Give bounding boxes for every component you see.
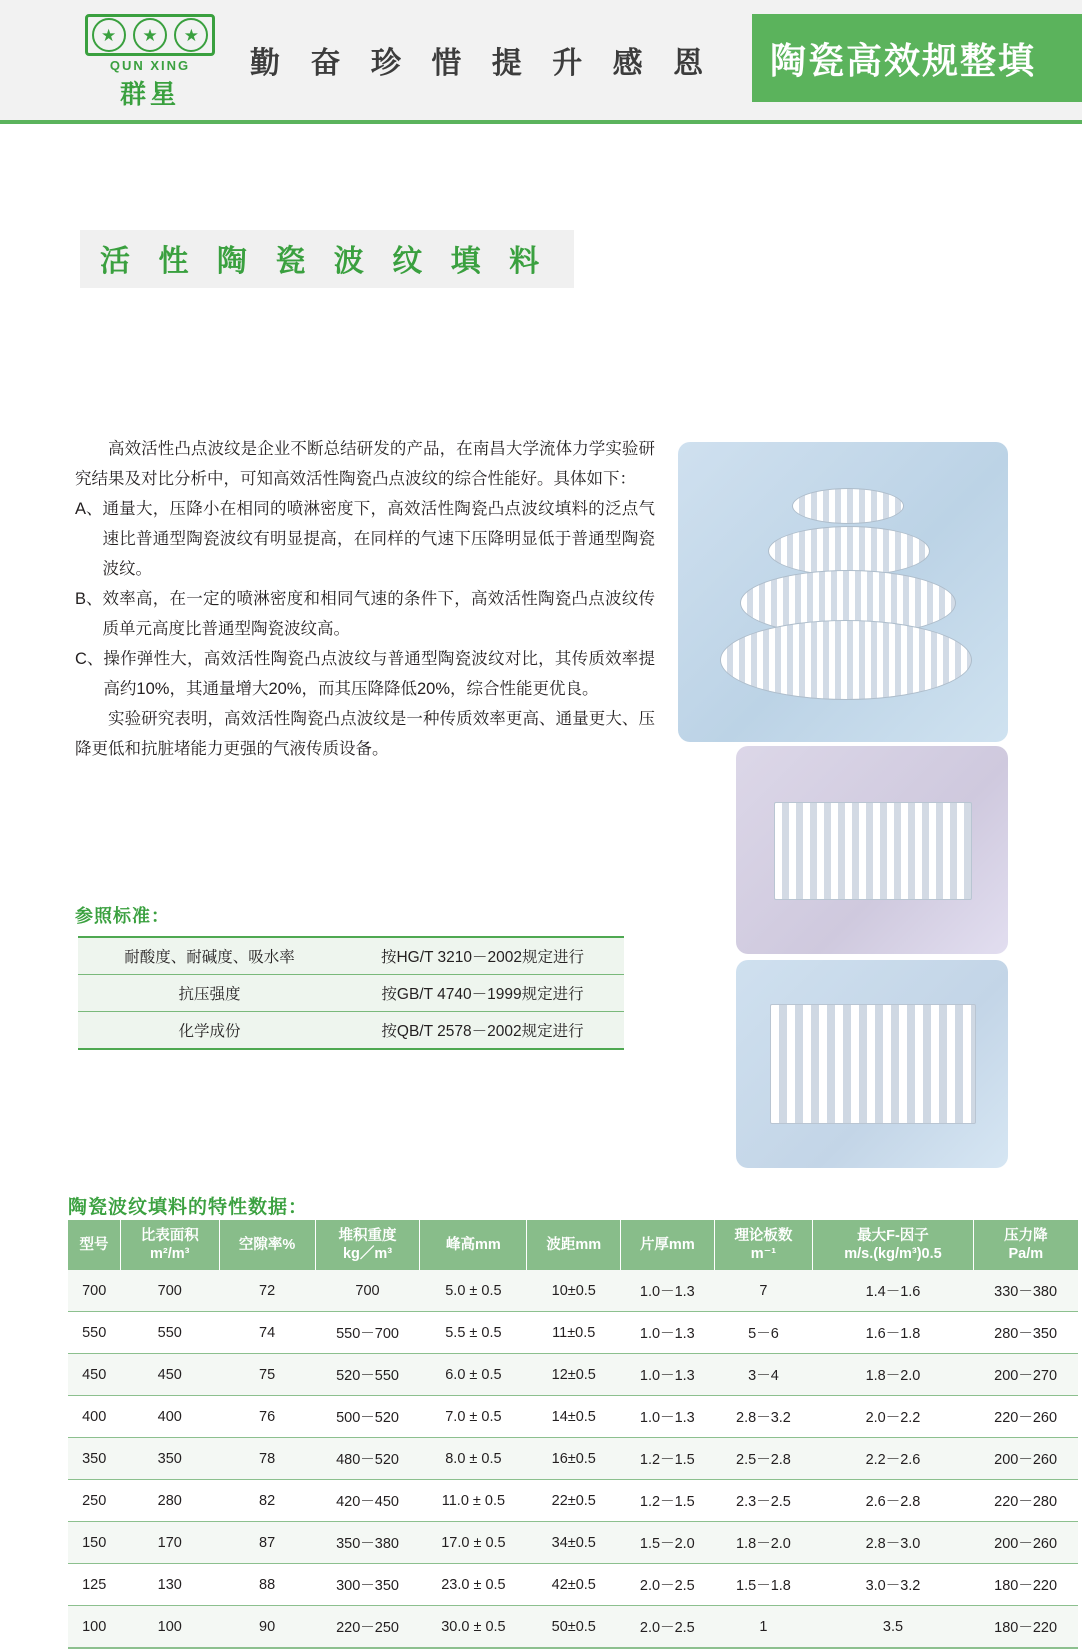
header-banner-title: 陶瓷高效规整填 xyxy=(752,14,1082,102)
cell: 14±0.5 xyxy=(527,1396,621,1438)
cell: 700 xyxy=(120,1270,219,1312)
company-slogan: 勤 奋 珍 惜 提 升 感 恩 xyxy=(250,46,714,81)
standard-name: 化学成份 xyxy=(78,1012,341,1050)
table-row xyxy=(78,937,624,975)
star-icon: ★ xyxy=(174,18,208,52)
list-item-marker: A、 xyxy=(75,500,103,518)
cell: 2.8－3.2 xyxy=(714,1396,813,1438)
cell: 300－350 xyxy=(315,1564,420,1606)
cell: 1.2－1.5 xyxy=(621,1438,715,1480)
table-row xyxy=(68,1564,1078,1606)
cell: 7.0 ± 0.5 xyxy=(420,1396,527,1438)
cell: 170 xyxy=(120,1522,219,1564)
standard-name: 抗压强度 xyxy=(78,975,341,1012)
cell: 280 xyxy=(120,1480,219,1522)
intro-paragraph: 高效活性凸点波纹是企业不断总结研发的产品，在南昌大学流体力学实验研究结果及对比分析中，可知高效活性陶瓷凸点波纹的综合性能好。具体如下： xyxy=(75,440,655,488)
cell: 150 xyxy=(68,1522,120,1564)
cell: 550 xyxy=(120,1312,219,1354)
cell: 1.0－1.3 xyxy=(621,1312,715,1354)
cell: 125 xyxy=(68,1564,120,1606)
star-icon: ★ xyxy=(92,18,126,52)
cell: 250 xyxy=(68,1480,120,1522)
cell: 2.6－2.8 xyxy=(813,1480,973,1522)
cell: 2.0－2.5 xyxy=(621,1606,715,1649)
cell: 520－550 xyxy=(315,1354,420,1396)
standards-title: 参照标准： xyxy=(75,906,170,926)
cell: 450 xyxy=(68,1354,120,1396)
disc-base xyxy=(720,620,972,700)
standard-value: 按HG/T 3210－2002规定进行 xyxy=(341,937,624,975)
cell: 22±0.5 xyxy=(527,1480,621,1522)
cell: 1 xyxy=(714,1606,813,1649)
cell: 500－520 xyxy=(315,1396,420,1438)
cell: 3.5 xyxy=(813,1606,973,1649)
cell: 82 xyxy=(219,1480,315,1522)
list-item-text: 通量大，压降小在相同的喷淋密度下，高效活性陶瓷凸点波纹填料的泛点气速比普通型陶瓷波纹有明显提高，在同样的气速下压降明显低于普通型陶瓷波纹。 xyxy=(102,500,655,578)
list-item-text: 操作弹性大，高效活性陶瓷凸点波纹与普通型陶瓷波纹对比，其传质效率提高约10%，其通量增大20%，而其压降降低20%，综合性能更优良。 xyxy=(103,650,655,698)
cell: 1.2－1.5 xyxy=(621,1480,715,1522)
cell: 90 xyxy=(219,1606,315,1649)
cell: 74 xyxy=(219,1312,315,1354)
logo-english-name: QUN XING xyxy=(109,58,191,73)
col-header-model: 型号 xyxy=(68,1220,120,1270)
cell: 200－260 xyxy=(973,1522,1078,1564)
cell: 23.0 ± 0.5 xyxy=(420,1564,527,1606)
cell: 2.8－3.0 xyxy=(813,1522,973,1564)
table-row xyxy=(68,1480,1078,1522)
list-item-text: 效率高，在一定的喷淋密度和相同气速的条件下，高效活性陶瓷凸点波纹传质单元高度比普通型陶瓷波纹高。 xyxy=(102,590,655,638)
table-row xyxy=(68,1606,1078,1649)
page-content xyxy=(0,124,1082,1636)
cell: 420－450 xyxy=(315,1480,420,1522)
characteristics-table xyxy=(68,1220,1078,1649)
cell: 100 xyxy=(68,1606,120,1649)
cell: 76 xyxy=(219,1396,315,1438)
cell: 180－220 xyxy=(973,1564,1078,1606)
cell: 1.0－1.3 xyxy=(621,1396,715,1438)
perforated-block xyxy=(770,1004,974,1122)
table-row xyxy=(68,1522,1078,1564)
cell: 3－4 xyxy=(714,1354,813,1396)
cell: 11±0.5 xyxy=(527,1312,621,1354)
cell: 5.5 ± 0.5 xyxy=(420,1312,527,1354)
cell: 42±0.5 xyxy=(527,1564,621,1606)
product-photo-perforated-block xyxy=(736,960,1008,1168)
standard-name: 耐酸度、耐碱度、吸水率 xyxy=(78,937,341,975)
table-row xyxy=(78,975,624,1012)
standard-value: 按GB/T 4740－1999规定进行 xyxy=(341,975,624,1012)
cell: 87 xyxy=(219,1522,315,1564)
cell: 280－350 xyxy=(973,1312,1078,1354)
cell: 350 xyxy=(120,1438,219,1480)
cell: 1.4－1.6 xyxy=(813,1270,973,1312)
cell: 6.0 ± 0.5 xyxy=(420,1354,527,1396)
block-face xyxy=(774,802,972,900)
standard-value: 按QB/T 2578－2002规定进行 xyxy=(341,1012,624,1050)
cell: 1.8－2.0 xyxy=(813,1354,973,1396)
cell: 2.0－2.2 xyxy=(813,1396,973,1438)
table-row xyxy=(68,1354,1078,1396)
cell: 5－6 xyxy=(714,1312,813,1354)
cell: 1.8－2.0 xyxy=(714,1522,813,1564)
col-header-crest-height: 峰高mm xyxy=(420,1220,527,1270)
product-photo-packing-discs xyxy=(678,442,1008,742)
list-item xyxy=(75,644,655,704)
cell: 100 xyxy=(120,1606,219,1649)
col-header-sheet-thickness: 片厚mm xyxy=(621,1220,715,1270)
list-item-marker: C、 xyxy=(75,650,104,668)
product-photo-corrugated-block xyxy=(736,746,1008,954)
cell: 1.6－1.8 xyxy=(813,1312,973,1354)
logo-chinese-name: 群星 xyxy=(119,80,180,110)
cell: 50±0.5 xyxy=(527,1606,621,1649)
disc-top xyxy=(792,488,904,524)
section-title-box xyxy=(80,230,574,288)
cell: 16±0.5 xyxy=(527,1438,621,1480)
cell: 72 xyxy=(219,1270,315,1312)
cell: 180－220 xyxy=(973,1606,1078,1649)
packing-disc-stack xyxy=(720,488,970,708)
standards-table xyxy=(78,936,624,1050)
col-header-wave-pitch: 波距mm xyxy=(527,1220,621,1270)
cell: 17.0 ± 0.5 xyxy=(420,1522,527,1564)
col-header-theoretical-plates: 理论板数 m⁻¹ xyxy=(714,1220,813,1270)
cell: 550 xyxy=(68,1312,120,1354)
cell: 12±0.5 xyxy=(527,1354,621,1396)
cell: 2.2－2.6 xyxy=(813,1438,973,1480)
cell: 400 xyxy=(68,1396,120,1438)
cell: 30.0 ± 0.5 xyxy=(420,1606,527,1649)
cell: 400 xyxy=(120,1396,219,1438)
list-item xyxy=(75,494,655,584)
cell: 350 xyxy=(68,1438,120,1480)
data-table-title: 陶瓷波纹填料的特性数据： xyxy=(68,1197,309,1218)
cell: 11.0 ± 0.5 xyxy=(420,1480,527,1522)
cell: 2.5－2.8 xyxy=(714,1438,813,1480)
col-header-max-f-factor: 最大F-因子 m/s.(kg/m³)0.5 xyxy=(813,1220,973,1270)
table-header-row xyxy=(68,1220,1078,1270)
cell: 2.3－2.5 xyxy=(714,1480,813,1522)
cell: 1.5－2.0 xyxy=(621,1522,715,1564)
star-icon: ★ xyxy=(133,18,167,52)
col-header-specific-surface: 比表面积 m²/m³ xyxy=(120,1220,219,1270)
block-face xyxy=(770,1004,976,1124)
cell: 330－380 xyxy=(973,1270,1078,1312)
cell: 450 xyxy=(120,1354,219,1396)
col-header-bulk-density: 堆积重度 kg／m³ xyxy=(315,1220,420,1270)
table-row xyxy=(78,1012,624,1050)
col-header-pressure-drop: 压力降 Pa/m xyxy=(973,1220,1078,1270)
cell: 220－250 xyxy=(315,1606,420,1649)
cell: 1.0－1.3 xyxy=(621,1270,715,1312)
list-item-marker: B、 xyxy=(75,590,103,608)
cell: 700 xyxy=(68,1270,120,1312)
corrugated-block xyxy=(774,802,970,898)
logo-stars-icon xyxy=(85,14,215,56)
cell: 480－520 xyxy=(315,1438,420,1480)
col-header-void-fraction: 空隙率% xyxy=(219,1220,315,1270)
cell: 7 xyxy=(714,1270,813,1312)
cell: 200－270 xyxy=(973,1354,1078,1396)
cell: 220－260 xyxy=(973,1396,1078,1438)
body-text-column xyxy=(75,434,655,764)
disc-mid xyxy=(768,526,930,576)
cell: 88 xyxy=(219,1564,315,1606)
cell: 550－700 xyxy=(315,1312,420,1354)
cell: 34±0.5 xyxy=(527,1522,621,1564)
cell: 78 xyxy=(219,1438,315,1480)
table-row xyxy=(68,1396,1078,1438)
cell: 350－380 xyxy=(315,1522,420,1564)
cell: 10±0.5 xyxy=(527,1270,621,1312)
cell: 75 xyxy=(219,1354,315,1396)
cell: 130 xyxy=(120,1564,219,1606)
table-row xyxy=(68,1312,1078,1354)
cell: 700 xyxy=(315,1270,420,1312)
company-logo xyxy=(60,14,240,109)
table-row xyxy=(68,1438,1078,1480)
cell: 220－280 xyxy=(973,1480,1078,1522)
page-header xyxy=(0,0,1082,124)
list-item xyxy=(75,584,655,644)
closing-paragraph: 实验研究表明，高效活性陶瓷凸点波纹是一种传质效率更高、通量更大、压降更低和抗脏堵能力更强的气液传质设备。 xyxy=(75,710,655,758)
cell: 2.0－2.5 xyxy=(621,1564,715,1606)
cell: 200－260 xyxy=(973,1438,1078,1480)
cell: 1.5－1.8 xyxy=(714,1564,813,1606)
table-row xyxy=(68,1270,1078,1312)
cell: 1.0－1.3 xyxy=(621,1354,715,1396)
page-title: 活 性 陶 瓷 波 纹 填 料 xyxy=(100,244,549,279)
cell: 5.0 ± 0.5 xyxy=(420,1270,527,1312)
cell: 8.0 ± 0.5 xyxy=(420,1438,527,1480)
cell: 3.0－3.2 xyxy=(813,1564,973,1606)
